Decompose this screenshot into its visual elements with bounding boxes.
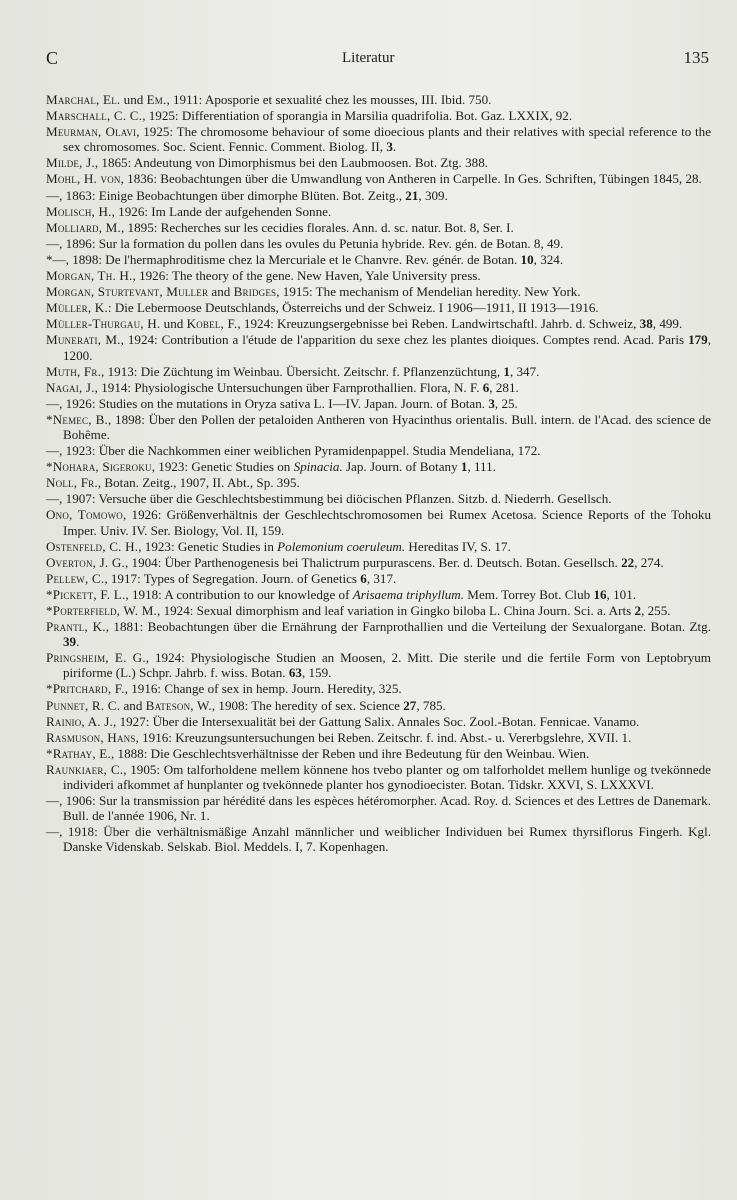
volume-number: 1 <box>503 363 510 379</box>
author-name: Bateson, W. <box>145 697 212 713</box>
entry-text: , 1926: Größenverhältnis der Geschlechtschromosomen bei Rumex Acetosa. Science Reports of the Tohoku Imper. Univ. IV. Ser. Biology, Vol. II, 159. <box>63 507 711 538</box>
italic-title: Polemonium coeruleum. <box>277 538 406 554</box>
author-name: *Nemec, B. <box>46 411 109 427</box>
volume-number: 6 <box>360 570 367 586</box>
author-name: Em. <box>146 92 167 107</box>
author-name: Marschall, C. C. <box>46 108 143 124</box>
volume-number: 22 <box>621 554 635 570</box>
entry-text: , 317. <box>366 570 397 586</box>
author-name: Molliard, M. <box>46 219 121 235</box>
entry-text: , 1924: Kreuzungsergebnisse bei Reben. Landwirtschaftl. Jahrb. d. Schweiz, <box>237 316 640 332</box>
author-name: *Pickett, F. L. <box>46 586 126 602</box>
volume-number: 63 <box>288 665 302 681</box>
author-name: Morgan, Th. H. <box>46 268 133 284</box>
entry-text: : Die Lebermoose Deutschlands, Österreichs und der Schweiz. I 1906—1911, II 1913—1916. <box>107 300 599 316</box>
bibliography-entry <box>46 698 711 713</box>
author-name: Milde, J. <box>46 155 95 171</box>
bibliography-entry <box>46 459 711 474</box>
author-name: Prantl, K. <box>46 619 106 635</box>
entry-text: , 1888: Die Geschlechtsverhältnisse der Reben und ihre Bedeutung für den Weinbau. Wien. <box>110 745 590 761</box>
entry-text: Hereditas IV, S. 17. <box>405 538 511 554</box>
bibliography-entry <box>46 793 711 823</box>
entry-text: , 499. <box>652 316 683 332</box>
entry-text: und <box>160 316 187 332</box>
author-name: Bridges <box>233 284 277 300</box>
entry-text: , 1898: Über den Pollen der petaloiden Antheren von Hyacinthus orientalis. Bull. intern. de l'Acad. des science de Bohême. <box>63 411 711 442</box>
italic-title: Arisaema triphyllum. <box>352 586 465 602</box>
volume-number: 6 <box>482 379 490 395</box>
bibliography-entry <box>46 762 711 792</box>
entry-text: *—, 1898: De l'hermaphroditisme chez la Mercuriale et le Chanvre. Rev. génér. de Botan. <box>46 251 521 267</box>
entry-text: , 1924: Sexual dimorphism and leaf variation in Gingko biloba L. China Journ. Sci. a. Arts <box>157 603 635 618</box>
bibliography-entry <box>46 824 711 854</box>
entry-text: , 1881: Beobachtungen über die Ernährung der Farnprothallien und die Verteilung der Sexualorgane. Botan. Ztg. <box>105 619 711 635</box>
entry-text: Mem. Torrey Bot. Club <box>464 586 594 602</box>
author-name: Müller-Thurgau, H. <box>46 316 161 332</box>
bibliography-entry <box>46 571 711 586</box>
entry-text: —, 1863: Einige Beobachtungen über dimorphe Blüten. Bot. Zeitg., <box>46 187 406 203</box>
entry-text: , 281. <box>489 379 519 395</box>
bibliography-entry <box>46 236 711 251</box>
entry-text: , 1915: The mechanism of Mendelian heredity. New York. <box>276 284 581 300</box>
entry-text: , 101. <box>606 586 637 602</box>
bibliography-entry <box>46 730 711 745</box>
entry-text: —, 1906: Sur la transmission par hérédité dans les espèces hétéromorpher. Acad. Roy. d. Sciences et des Lettres de Danemark. Bull. de l'année 1906, Nr. 1. <box>46 793 711 824</box>
bibliography-entry <box>46 300 711 315</box>
bibliography-entry <box>46 396 711 411</box>
author-name: Ostenfeld, C. H. <box>46 538 139 554</box>
author-name: Nagai, J. <box>46 379 95 395</box>
bibliography-entry <box>46 746 711 761</box>
entry-text: . <box>76 634 80 650</box>
author-name: Noll, Fr. <box>46 475 98 491</box>
entry-text: , 1200. <box>63 332 711 363</box>
entry-text: , 1923: Genetic Studies in <box>138 538 278 554</box>
entry-text: , 1916: Change of sex in hemp. Journ. Heredity, 325. <box>124 681 402 697</box>
bibliography-entry <box>46 412 711 442</box>
entry-text: , 159. <box>301 665 332 681</box>
volume-number: 1 <box>460 459 468 475</box>
running-header <box>46 46 711 72</box>
bibliography-entry <box>46 188 711 203</box>
entry-text: , 1917: Types of Segregation. Journ. of Genetics <box>104 570 361 586</box>
author-name: Marchal, El. <box>46 92 121 107</box>
entry-text: , 1865: Andeutung von Dimorphismus bei den Laubmoosen. Bot. Ztg. 388. <box>94 155 489 171</box>
author-name: Pellew, C. <box>46 570 105 586</box>
bibliography-entry <box>46 124 711 154</box>
entry-text: , 1913: Die Züchtung im Weinbau. Übersicht. Zeitschr. f. Pflanzenzüchtung, <box>101 363 504 379</box>
bibliography-list <box>46 92 711 855</box>
volume-number: 3 <box>488 395 495 411</box>
entry-text: , 1905: Om talforholdene mellem könnene hos tvebo planter og om talforholdet mellem hunlige og tvekönnede individeri afkommet af hunplanter og tvekönnede planter hos gynodioecister. Botan. Tidskr. XXVI, S. LXXXVI. <box>63 761 711 793</box>
bibliography-entry <box>46 491 711 506</box>
author-name: Mohl, H. von <box>46 171 121 187</box>
bibliography-entry <box>46 619 711 649</box>
bibliography-entry <box>46 92 711 107</box>
bibliography-entry <box>46 332 711 362</box>
bibliography-entry <box>46 252 711 267</box>
entry-text: , 1911: Aposporie et sexualité chez les mousses, III. Ibid. 750. <box>166 92 492 107</box>
volume-number: 27 <box>403 697 417 713</box>
entry-text: , 1918: A contribution to our knowledge of <box>125 586 353 602</box>
bibliography-entry <box>46 155 711 170</box>
author-name: Raunkiaer, C. <box>46 761 124 777</box>
bibliography-entry <box>46 603 711 618</box>
entry-text: , 1925: The chromosome behaviour of some dioecious plants and their relatives with special reference to the sex chromosomes. Soc. Scient. Fennic. Comment. Biolog. II, <box>63 124 712 155</box>
author-name: *Pritchard, F. <box>46 681 125 697</box>
entry-text: , 324. <box>533 251 564 267</box>
bibliography-entry <box>46 380 711 395</box>
entry-text: , 1924: Physiologische Studien an Moosen, 2. Mitt. Die sterile und die fertile Form von Leptobryum piriforme (L.) Schpr. Jahrb. f. wiss. Botan. <box>63 650 711 681</box>
bibliography-entry <box>46 443 711 458</box>
volume-number: 179 <box>688 332 708 348</box>
entry-text: , 1836: Beobachtungen über die Umwandlung von Antheren in Carpelle. In Ges. Schriften, Tübingen 1845, 28. <box>120 171 702 187</box>
entry-text: —, 1896: Sur la formation du pollen dans les ovules du Petunia hybride. Rev. gén. de Botan. 8, 49. <box>46 235 564 251</box>
volume-number: 3 <box>386 139 393 155</box>
author-name: Molisch, H. <box>46 203 112 219</box>
entry-text: , 1923: Genetic Studies on <box>151 459 294 475</box>
entry-text: Jap. Journ. of Botany <box>342 459 461 475</box>
bibliography-entry <box>46 650 711 680</box>
bibliography-entry <box>46 268 711 283</box>
bibliography-entry <box>46 714 711 729</box>
volume-number: 39 <box>63 634 77 650</box>
author-name: Pringsheim, E. G. <box>46 650 146 666</box>
bibliography-entry <box>46 204 711 219</box>
entry-text: , 1925: Differentiation of sporangia in Marsilia quadrifolia. Bot. Gaz. LXXIX, 92. <box>142 108 573 124</box>
author-name: Munerati, M. <box>46 332 121 348</box>
author-name: Rasmuson, Hans <box>46 729 136 745</box>
author-name: *Nohara, Sigeroku <box>46 459 152 475</box>
author-name: Müller, K. <box>46 300 108 316</box>
bibliography-entry <box>46 316 711 331</box>
bibliography-entry <box>46 555 711 570</box>
author-name: Meurman, Olavi <box>46 124 137 140</box>
entry-text: , 1916: Kreuzungsuntersuchungen bei Reben. Zeitschr. f. ind. Abst.- u. Vererbgslehre, XVII. 1. <box>135 729 632 745</box>
entry-text: und <box>120 92 147 107</box>
entry-text: and <box>120 697 146 713</box>
bibliography-entry <box>46 284 711 299</box>
author-name: Overton, J. G. <box>46 554 125 570</box>
author-name: Ono, Tomowo <box>46 507 123 523</box>
entry-text: —, 1926: Studies on the mutations in Oryza sativa L. I—IV. Japan. Journ. of Botan. <box>46 395 489 411</box>
entry-text: , 255. <box>641 603 671 618</box>
volume-number: 38 <box>639 316 653 332</box>
page-number: 135 <box>683 48 709 67</box>
entry-text: —, 1907: Versuche über die Geschlechtsbestimmung bei diöcischen Pflanzen. Sitzb. d. Niederrh. Gesellsch. <box>46 491 612 507</box>
author-name: Rainio, A. J. <box>46 713 114 729</box>
bibliography-entry <box>46 475 711 490</box>
entry-text: , Botan. Zeitg., 1907, II. Abt., Sp. 395. <box>97 475 300 491</box>
bibliography-entry <box>46 171 711 186</box>
bibliography-entry <box>46 364 711 379</box>
entry-text: , 1904: Über Parthenogenesis bei Thalictrum purpurascens. Ber. d. Deutsch. Botan. Gesellsch. <box>124 554 622 570</box>
author-name: Morgan, Sturtevant, Muller <box>46 284 209 300</box>
entry-text: , 1914: Physiologische Untersuchungen über Farnprothallien. Flora, N. F. <box>94 379 483 395</box>
entry-text: —, 1923: Über die Nachkommen einer weiblichen Pyramidenpappel. Studia Mendeliana, 172. <box>46 443 541 459</box>
entry-text: , 1926: The theory of the gene. New Haven, Yale University press. <box>132 268 481 284</box>
bibliography-entry <box>46 539 711 554</box>
author-name: *Porterfield, W. M. <box>46 603 158 618</box>
volume-number: 10 <box>520 251 534 267</box>
bibliography-entry <box>46 108 711 123</box>
volume-number: 16 <box>593 586 607 602</box>
author-name: *Rathay, E. <box>46 745 111 761</box>
author-name: Punnet, R. C. <box>46 697 121 713</box>
entry-text: , 1927: Über die Intersexualität bei der Gattung Salix. Annales Soc. Zool.-Botan. Fennicae. Vanamo. <box>113 713 640 729</box>
author-name: Kobel, F. <box>186 316 238 332</box>
bibliography-entry <box>46 587 711 602</box>
entry-text: , 1895: Recherches sur les cecidies florales. Ann. d. sc. natur. Bot. 8, Ser. I. <box>121 219 514 235</box>
bibliography-entry <box>46 220 711 235</box>
author-name: Muth, Fr. <box>46 363 102 379</box>
volume-number: 2 <box>634 603 642 618</box>
entry-text: . <box>392 139 397 155</box>
bibliography-entry <box>46 507 711 537</box>
entry-text: , 111. <box>467 459 496 475</box>
entry-text: , 309. <box>418 187 448 203</box>
header-signature-mark: C <box>46 48 59 68</box>
entry-text: and <box>208 284 234 300</box>
italic-title: Spinacia. <box>293 459 343 475</box>
entry-text: , 1924: Contribution a l'étude de l'apparition du sexe chez les plantes dioiques. Comptes rend. Acad. Paris <box>120 332 689 348</box>
entry-text: , 347. <box>509 363 540 379</box>
entry-text: , 1926: Im Lande der aufgehenden Sonne. <box>111 203 332 219</box>
entry-text: , 25. <box>494 395 518 411</box>
header-title: Literatur <box>342 50 395 66</box>
entry-text: , 1908: The heredity of sex. Science <box>211 697 404 713</box>
bibliography-entry <box>46 681 711 696</box>
volume-number: 21 <box>405 187 419 203</box>
entry-text: , 785. <box>416 697 446 713</box>
entry-text: —, 1918: Über die verhältnismäßige Anzahl männlicher und weiblicher Individuen bei Rumex thyrsiflorus Fingerh. Kgl. Danske Videnskab. Selskab. Biol. Meddels. I, 7. Kopenhagen. <box>46 824 711 855</box>
entry-text: , 274. <box>634 554 664 570</box>
